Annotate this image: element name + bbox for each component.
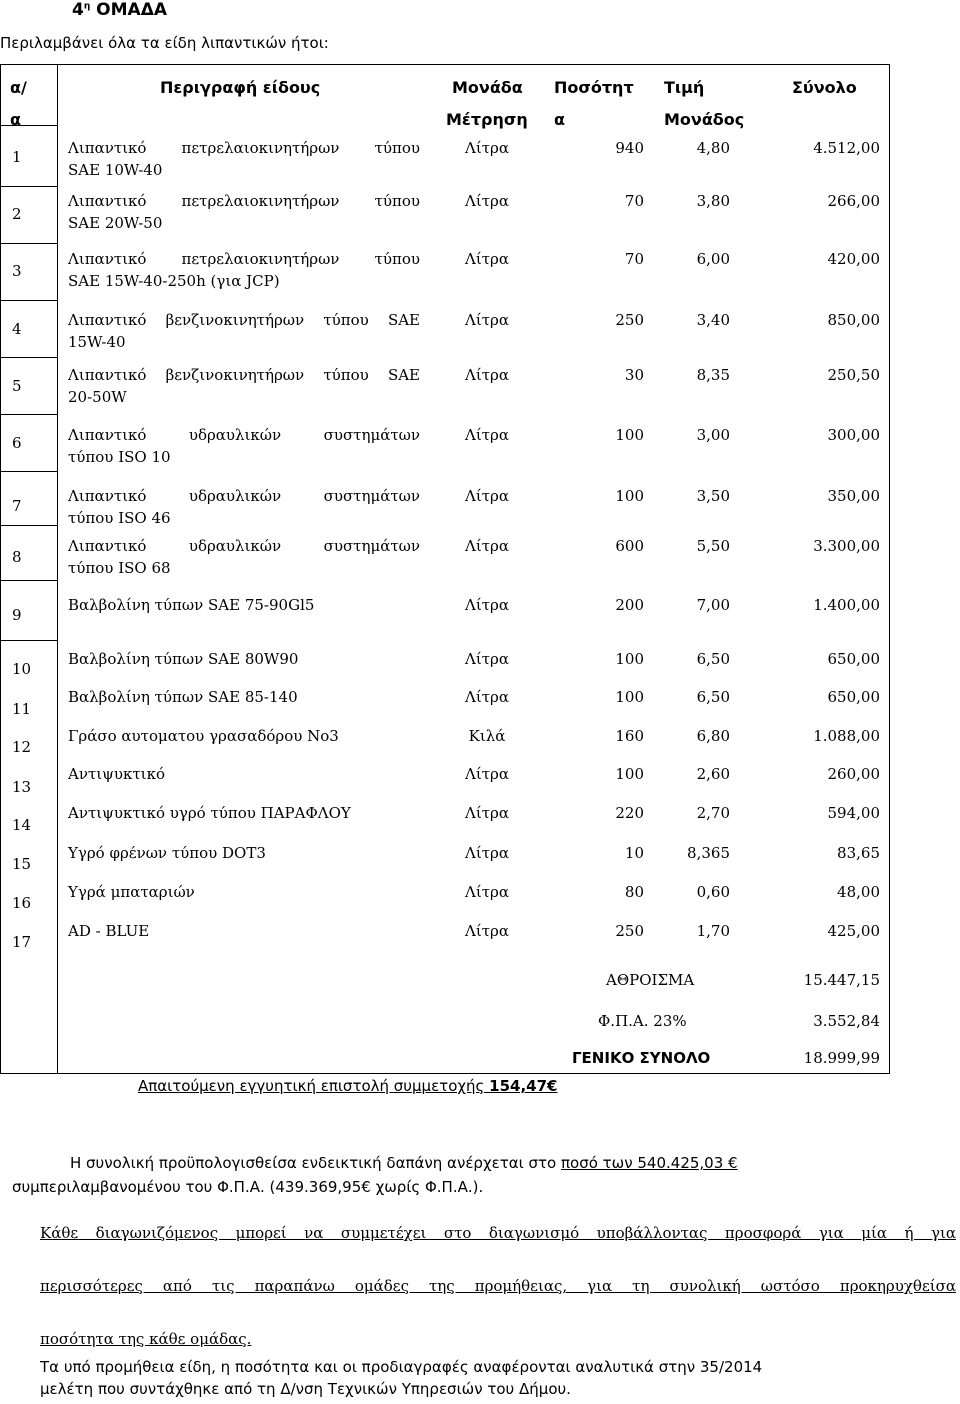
footer-line-2: μελέτη που συντάχθηκε από τη Δ/νση Τεχνικών Υπηρεσιών του Δήμου. bbox=[40, 1380, 571, 1398]
item-quantity: 250 bbox=[615, 922, 644, 940]
budget-line-1-text: Η συνολική προϋπολογισθείσα ενδεικτική δαπάνη ανέρχεται στο bbox=[70, 1154, 561, 1172]
item-unit-price: 2,60 bbox=[696, 765, 730, 783]
row-number: 5 bbox=[12, 377, 22, 395]
item-quantity: 80 bbox=[624, 883, 644, 901]
item-description: Λιπαντικό πετρελαιοκινητήρων τύπου bbox=[68, 139, 420, 157]
aa-row-divider bbox=[1, 186, 58, 187]
item-total: 594,00 bbox=[827, 804, 880, 822]
aa-row-divider bbox=[1, 525, 58, 526]
item-description: Λιπαντικό βενζινοκινητήρων τύπου SAE bbox=[68, 366, 420, 384]
row-number: 12 bbox=[12, 738, 32, 756]
item-unit: Λίτρα bbox=[465, 844, 509, 862]
item-unit: Λίτρα bbox=[465, 537, 509, 555]
item-description: Λιπαντικό πετρελαιοκινητήρων τύπου bbox=[68, 192, 420, 210]
column-divider bbox=[57, 65, 58, 1073]
item-quantity: 600 bbox=[615, 537, 644, 555]
row-number: 13 bbox=[12, 778, 32, 796]
item-description-cont: SAE 20W-50 bbox=[68, 214, 163, 232]
item-quantity: 100 bbox=[615, 426, 644, 444]
item-description-cont: 20-50W bbox=[68, 388, 127, 406]
guarantee-letter bbox=[138, 1077, 557, 1095]
item-description: Λιπαντικό υδραυλικών συστημάτων bbox=[68, 537, 420, 555]
row-number: 4 bbox=[12, 320, 22, 338]
item-description: Λιπαντικό πετρελαιοκινητήρων τύπου bbox=[68, 250, 420, 268]
item-description: Αντιψυκτικό υγρό τύπου ΠΑΡΑΦΛΟΥ bbox=[68, 804, 351, 822]
item-total: 4.512,00 bbox=[813, 139, 880, 157]
item-unit-price: 8,35 bbox=[696, 366, 730, 384]
budget-amount: ποσό των 540.425,03 € bbox=[560, 1154, 738, 1172]
item-quantity: 100 bbox=[615, 487, 644, 505]
header-aa-2: α bbox=[10, 110, 21, 129]
header-description: Περιγραφή είδους bbox=[160, 78, 321, 97]
item-description: Γράσο αυτοματου γρασαδόρου Νο3 bbox=[68, 727, 339, 745]
item-quantity: 100 bbox=[615, 650, 644, 668]
group-title: ΟΜΑΔΑ bbox=[90, 0, 168, 20]
item-unit-price: 7,00 bbox=[696, 596, 730, 614]
item-total: 650,00 bbox=[827, 688, 880, 706]
aa-row-divider bbox=[1, 471, 58, 472]
header-price: Τιμή bbox=[664, 78, 705, 97]
row-number: 9 bbox=[12, 606, 22, 624]
item-unit-price: 3,80 bbox=[696, 192, 730, 210]
item-description-cont: τύπου ISO 10 bbox=[68, 448, 171, 466]
item-unit: Κιλά bbox=[468, 727, 506, 745]
item-unit-price: 6,00 bbox=[696, 250, 730, 268]
item-description-cont: 15W-40 bbox=[68, 333, 126, 351]
item-unit: Λίτρα bbox=[465, 883, 509, 901]
row-number: 8 bbox=[12, 548, 22, 566]
item-total: 260,00 bbox=[827, 765, 880, 783]
item-total: 425,00 bbox=[827, 922, 880, 940]
row-number: 1 bbox=[12, 148, 22, 166]
item-description: AD - BLUE bbox=[68, 922, 150, 940]
item-unit: Λίτρα bbox=[465, 650, 509, 668]
row-number: 2 bbox=[12, 205, 22, 223]
item-unit-price: 1,70 bbox=[696, 922, 730, 940]
item-unit: Λίτρα bbox=[465, 366, 509, 384]
sum-label: ΑΘΡΟΙΣΜΑ bbox=[606, 971, 695, 989]
item-quantity: 250 bbox=[615, 311, 644, 329]
item-description: Βαλβολίνη τύπων SAE 85-140 bbox=[68, 688, 298, 706]
notice-line-1: Κάθε διαγωνιζόμενος μπορεί να συμμετέχει στο διαγωνισμό υποβάλλοντας προσφορά για μία ή για bbox=[40, 1224, 956, 1242]
row-number: 15 bbox=[12, 855, 32, 873]
item-total: 350,00 bbox=[827, 487, 880, 505]
item-quantity: 30 bbox=[624, 366, 644, 384]
row-number: 10 bbox=[12, 660, 32, 678]
item-quantity: 70 bbox=[624, 250, 644, 268]
item-unit-price: 5,50 bbox=[696, 537, 730, 555]
item-total: 650,00 bbox=[827, 650, 880, 668]
item-unit-price: 6,50 bbox=[696, 688, 730, 706]
item-unit: Λίτρα bbox=[465, 596, 509, 614]
item-total: 1.088,00 bbox=[813, 727, 880, 745]
item-unit: Λίτρα bbox=[465, 922, 509, 940]
item-unit-price: 0,60 bbox=[696, 883, 730, 901]
item-unit-price: 2,70 bbox=[696, 804, 730, 822]
item-unit: Λίτρα bbox=[465, 765, 509, 783]
header-aa: α/ bbox=[10, 78, 27, 97]
item-quantity: 100 bbox=[615, 765, 644, 783]
grand-total-label: ΓΕΝΙΚΟ ΣΥΝΟΛΟ bbox=[572, 1049, 711, 1067]
aa-row-divider bbox=[1, 640, 58, 641]
guarantee-text: Απαιτούμενη εγγυητική επιστολή συμμετοχής bbox=[138, 1077, 490, 1095]
grand-total-value: 18.999,99 bbox=[803, 1049, 880, 1067]
vat-value: 3.552,84 bbox=[813, 1012, 880, 1030]
item-description-cont: τύπου ISO 46 bbox=[68, 509, 171, 527]
item-quantity: 220 bbox=[615, 804, 644, 822]
item-unit: Λίτρα bbox=[465, 250, 509, 268]
item-description-cont: SAE 10W-40 bbox=[68, 161, 163, 179]
item-total: 300,00 bbox=[827, 426, 880, 444]
item-unit-price: 8,365 bbox=[687, 844, 730, 862]
item-total: 1.400,00 bbox=[813, 596, 880, 614]
item-quantity: 200 bbox=[615, 596, 644, 614]
item-description: Λιπαντικό υδραυλικών συστημάτων bbox=[68, 426, 420, 444]
item-total: 420,00 bbox=[827, 250, 880, 268]
item-total: 48,00 bbox=[837, 883, 880, 901]
notice-line-3: ποσότητα της κάθε ομάδας. bbox=[40, 1330, 252, 1348]
item-description-cont: SAE 15W-40-250h (για JCP) bbox=[68, 272, 280, 290]
row-number: 11 bbox=[12, 700, 32, 718]
budget-line-2: συμπεριλαμβανομένου του Φ.Π.Α. (439.369,95€ χωρίς Φ.Π.Α.). bbox=[12, 1178, 484, 1196]
row-number: 17 bbox=[12, 933, 32, 951]
item-description: Αντιψυκτικό bbox=[68, 765, 165, 783]
item-unit-price: 4,80 bbox=[696, 139, 730, 157]
item-unit: Λίτρα bbox=[465, 192, 509, 210]
item-description: Βαλβολίνη τύπων SAE 80W90 bbox=[68, 650, 299, 668]
item-description: Υγρό φρένων τύπου DOT3 bbox=[68, 844, 266, 862]
aa-row-divider bbox=[1, 357, 58, 358]
item-unit-price: 6,50 bbox=[696, 650, 730, 668]
item-unit: Λίτρα bbox=[465, 804, 509, 822]
item-quantity: 160 bbox=[615, 727, 644, 745]
aa-row-divider bbox=[1, 300, 58, 301]
aa-row-divider bbox=[1, 580, 58, 581]
item-unit: Λίτρα bbox=[465, 688, 509, 706]
item-total: 3.300,00 bbox=[813, 537, 880, 555]
guarantee-amount: 154,47€ bbox=[489, 1077, 558, 1095]
footer-line-1: Τα υπό προμήθεια είδη, η ποσότητα και οι προδιαγραφές αναφέρονται αναλυτικά στην 35/2014 bbox=[40, 1358, 763, 1376]
intro-text: Περιλαμβάνει όλα τα είδη λιπαντικών ήτοι: bbox=[0, 34, 329, 52]
row-number: 6 bbox=[12, 434, 22, 452]
header-total: Σύνολο bbox=[792, 78, 857, 97]
item-total: 266,00 bbox=[827, 192, 880, 210]
item-description: Βαλβολίνη τύπων SAE 75-90Gl5 bbox=[68, 596, 315, 614]
item-quantity: 940 bbox=[615, 139, 644, 157]
header-price-2: Μονάδος bbox=[664, 110, 745, 129]
header-quantity: Ποσότητ bbox=[554, 78, 634, 97]
header-quantity-2: α bbox=[554, 110, 565, 129]
row-number: 3 bbox=[12, 262, 22, 280]
item-quantity: 100 bbox=[615, 688, 644, 706]
aa-row-divider bbox=[1, 243, 58, 244]
item-quantity: 10 bbox=[624, 844, 644, 862]
group-ordinal-suffix: η bbox=[83, 1, 91, 12]
item-total: 250,50 bbox=[827, 366, 880, 384]
item-description: Υγρά μπαταριών bbox=[68, 883, 195, 901]
item-total: 850,00 bbox=[827, 311, 880, 329]
row-number: 14 bbox=[12, 816, 32, 834]
item-unit: Λίτρα bbox=[465, 487, 509, 505]
group-number: 4 bbox=[72, 0, 84, 20]
vat-label: Φ.Π.Α. 23% bbox=[598, 1012, 687, 1030]
item-total: 83,65 bbox=[837, 844, 880, 862]
header-unit-2: Μέτρηση bbox=[446, 110, 528, 129]
row-number: 7 bbox=[12, 497, 22, 515]
row-number: 16 bbox=[12, 894, 32, 912]
item-unit-price: 3,40 bbox=[696, 311, 730, 329]
item-description: Λιπαντικό βενζινοκινητήρων τύπου SAE bbox=[68, 311, 420, 329]
item-description-cont: τύπου ISO 68 bbox=[68, 559, 171, 577]
item-unit-price: 3,00 bbox=[696, 426, 730, 444]
item-description: Λιπαντικό υδραυλικών συστημάτων bbox=[68, 487, 420, 505]
notice-line-2: περισσότερες από τις παραπάνω ομάδες της προμήθειας, για τη συνολική ωστόσο προκηρυχθείσα bbox=[40, 1277, 956, 1295]
item-unit: Λίτρα bbox=[465, 139, 509, 157]
item-unit: Λίτρα bbox=[465, 426, 509, 444]
budget-line-1 bbox=[70, 1154, 738, 1172]
group-heading bbox=[72, 0, 167, 20]
aa-row-divider bbox=[1, 414, 58, 415]
item-unit-price: 6,80 bbox=[696, 727, 730, 745]
sum-value: 15.447,15 bbox=[803, 971, 880, 989]
item-quantity: 70 bbox=[624, 192, 644, 210]
header-unit: Μονάδα bbox=[452, 78, 523, 97]
item-unit-price: 3,50 bbox=[696, 487, 730, 505]
item-unit: Λίτρα bbox=[465, 311, 509, 329]
